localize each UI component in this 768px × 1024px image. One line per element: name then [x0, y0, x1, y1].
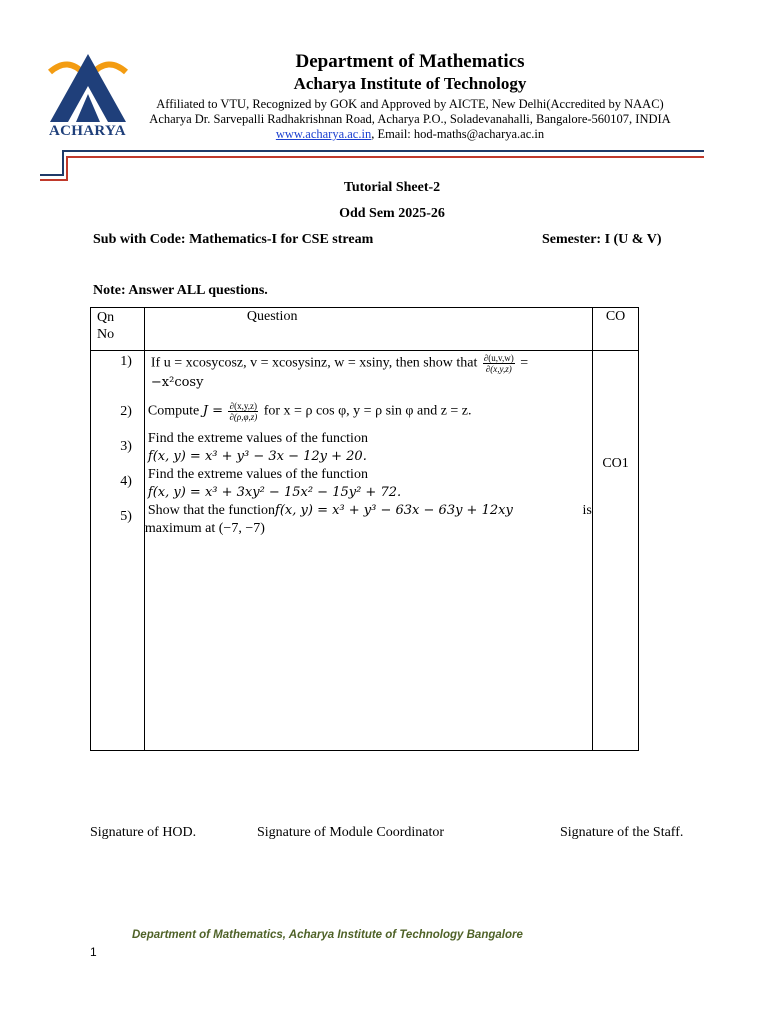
- note-line: Note: Answer ALL questions.: [93, 283, 268, 298]
- page-footer: Department of Mathematics, Acharya Institute of Technology Bangalore: [132, 929, 523, 941]
- qno-2: 2): [120, 404, 132, 419]
- table-body-row: [91, 351, 639, 751]
- signature-staff: Signature of the Staff.: [560, 825, 684, 840]
- qno-column: [91, 351, 145, 751]
- header-question: Question: [144, 308, 592, 351]
- email-text: , Email: hod-maths@acharya.ac.in: [371, 127, 545, 141]
- subject-line: Sub with Code: Mathematics-I for CSE stream: [93, 232, 374, 247]
- question-2: Compute J = $\frac{\partial(x,y,z)}{\partial(\rho,\varphi,z)}$ for x = ρ cos φ, y = ρ sin φ and z = z.: [147, 401, 472, 422]
- co-column: [593, 351, 639, 751]
- co-value: CO1: [602, 456, 629, 471]
- qno-1: 1): [120, 354, 132, 369]
- header-co: CO: [593, 308, 639, 351]
- header-rule-navy: [62, 150, 704, 152]
- address-line: Acharya Dr. Sarvepalli Radhakrishnan Road, Acharya P.O., Soladevanahalli, Bangalore-560107, INDIA: [149, 112, 671, 126]
- question-3: Find the extreme values of the function f(x, y) = x³ + y³ − 3x − 12y + 20.: [147, 431, 368, 464]
- institute-name: Acharya Institute of Technology: [293, 74, 527, 93]
- qno-4: 4): [120, 474, 132, 489]
- table-header-row: [91, 308, 639, 351]
- question-table: [90, 307, 639, 751]
- semester-line: Semester: I (U & V): [542, 232, 662, 247]
- header-rule-corner: [66, 156, 68, 181]
- question-5: Show that the functionf(x, y) = x³ + y³ − 63x − 63y + 12xy is maximum at (−7, −7): [144, 503, 592, 536]
- qno-5: 5): [120, 509, 132, 524]
- affiliation-line: Affiliated to VTU, Recognized by GOK and Approved by AICTE, New Delhi(Accredited by NAAC): [156, 97, 664, 111]
- sheet-title: Tutorial Sheet-2: [343, 180, 441, 195]
- question-column: [144, 351, 592, 751]
- header-rule-corner: [40, 174, 64, 176]
- website-link[interactable]: www.acharya.ac.in: [275, 127, 372, 141]
- signature-coordinator: Signature of Module Coordinator: [257, 825, 445, 840]
- semester-term: Odd Sem 2025-26: [339, 206, 445, 221]
- contact-line: [140, 127, 680, 142]
- question-1: If u = xcosycosz, v = xcosysinz, w = xsiny, then show that $\frac{\partial(u,v,w)}{\partial(x,y,z)}$ = −x²cosy: [150, 353, 529, 390]
- logo-text: ACHARYA: [49, 123, 126, 139]
- header-rule-red: [66, 156, 704, 158]
- question-4: Find the extreme values of the function f(x, y) = x³ + 3xy² − 15x² − 15y² + 72.: [147, 467, 402, 500]
- header-qno: Qn No: [91, 308, 145, 351]
- page-number: 1: [90, 945, 97, 959]
- jacobian-fraction: $\frac{\partial(x,y,z)}{\partial(\rho,\varphi,z)}$: [229, 401, 258, 422]
- jacobian-fraction: $\frac{\partial(u,v,w)}{\partial(x,y,z)}$: [483, 353, 514, 374]
- department-title: Department of Mathematics: [295, 51, 525, 72]
- header-rule-corner: [62, 150, 64, 176]
- qno-3: 3): [120, 439, 132, 454]
- signature-hod: Signature of HOD.: [90, 825, 197, 840]
